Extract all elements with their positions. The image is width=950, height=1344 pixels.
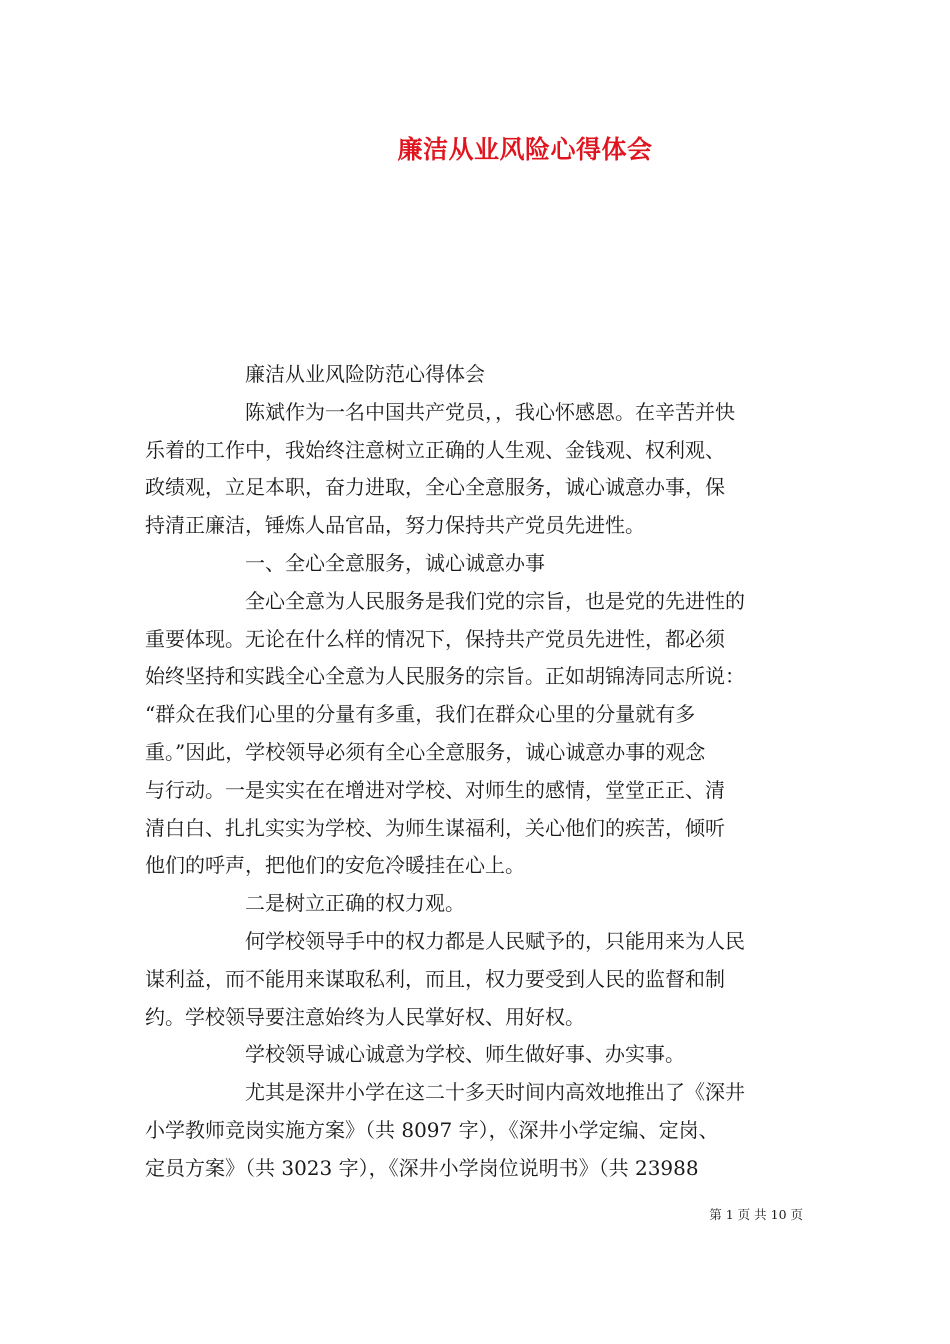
text-line: 持清正廉洁，锤炼人品官品，努力保持共产党员先进性。 xyxy=(145,513,645,538)
text-line: 重要体现。无论在什么样的情况下，保持共产党员先进性，都必须 xyxy=(145,626,725,651)
text-line: “群众在我们心里的分量有多重，我们在群众心里的分量就有多 xyxy=(145,702,696,727)
text-line: 学校领导诚心诚意为学校、师生做好事、办实事。 xyxy=(245,1042,685,1067)
page-footer: 第 1 页 共 10 页 xyxy=(709,1207,803,1222)
text-line: 一、全心全意服务，诚心诚意办事 xyxy=(245,550,545,575)
text-line: 清白白、扎扎实实为学校、为师生谋福利，关心他们的疾苦，倾听 xyxy=(145,815,725,840)
text-line: 尤其是深井小学在这二十多天时间内高效地推出了《深井 xyxy=(245,1080,745,1105)
text-line: 定员方案》（共 3023 字），《深井小学岗位说明书》（共 23988 xyxy=(145,1155,699,1180)
text-line: 政绩观，立足本职，奋力进取，全心全意服务，诚心诚意办事，保 xyxy=(145,475,725,500)
text-line: 始终坚持和实践全心全意为人民服务的宗旨。正如胡锦涛同志所说： xyxy=(145,664,745,689)
text-line: 与行动。一是实实在在增进对学校、对师生的感情，堂堂正正、清 xyxy=(145,777,725,802)
text-line: 乐着的工作中，我始终注意树立正确的人生观、金钱观、权利观、 xyxy=(145,437,725,462)
text-line: 重。”因此，学校领导必须有全心全意服务，诚心诚意办事的观念 xyxy=(145,739,706,764)
document-title: 廉洁从业风险心得体会 xyxy=(397,135,653,164)
text-line: 廉洁从业风险防范心得体会 xyxy=(245,362,485,386)
text-line: 全心全意为人民服务是我们党的宗旨，也是党的先进性的 xyxy=(245,588,745,613)
text-line: 小学教师竞岗实施方案》（共 8097 字），《深井小学定编、定岗、 xyxy=(145,1117,719,1142)
document-body xyxy=(145,356,813,1188)
text-line: 何学校领导手中的权力都是人民赋予的，只能用来为人民 xyxy=(245,928,745,953)
text-line: 陈斌作为一名中国共产党员，，我心怀感恩。在辛苦并快 xyxy=(245,399,735,424)
text-line: 约。学校领导要注意始终为人民掌好权、用好权。 xyxy=(145,1004,585,1029)
text-line: 他们的呼声，把他们的安危冷暖挂在心上。 xyxy=(145,853,525,878)
text-line: 谋利益，而不能用来谋取私利，而且，权力要受到人民的监督和制 xyxy=(145,966,725,991)
text-line: 二是树立正确的权力观。 xyxy=(245,891,465,916)
